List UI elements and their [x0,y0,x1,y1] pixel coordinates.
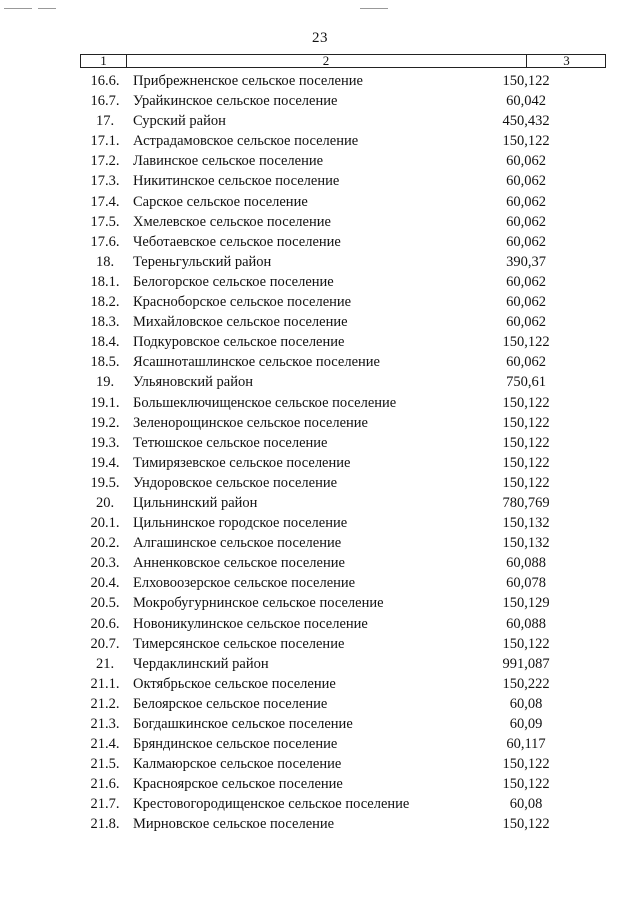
row-name: Астрадамовское сельское поселение [133,133,359,150]
table-row [0,252,640,272]
row-value: 150,122 [502,816,550,833]
row-name: Белогорское сельское поселение [133,273,334,290]
row-value: 150,222 [502,675,550,692]
row-name: Хмелевское сельское поселение [133,213,331,230]
row-name: Октябрьское сельское поселение [133,675,336,692]
row-value: 60,042 [506,93,546,110]
page-number: 23 [312,30,328,46]
row-value: 60,088 [506,555,546,572]
row-name: Тимирязевское сельское поселение [133,454,351,471]
row-value: 150,129 [502,595,550,612]
table-header [80,54,606,68]
row-number: 20.1. [90,515,120,532]
row-value: 150,132 [502,535,550,552]
table-row [0,393,640,413]
table-row [0,774,640,794]
table-row [0,734,640,754]
row-value: 60,08 [509,695,543,712]
row-value: 750,61 [506,374,546,391]
row-number: 20.5. [90,595,120,612]
row-name: Лавинское сельское поселение [133,153,324,170]
row-name: Урайкинское сельское поселение [133,93,338,110]
table-row [0,754,640,774]
table-row [0,352,640,372]
row-name: Цильнинское городское поселение [133,515,348,532]
row-name: Елховоозерское сельское поселение [133,575,356,592]
table-row [0,814,640,834]
table-row [0,111,640,131]
row-value: 150,122 [502,434,550,451]
row-name: Никитинское сельское поселение [133,173,340,190]
row-value: 150,122 [502,756,550,773]
row-value: 780,769 [502,494,550,511]
row-value: 60,09 [509,716,543,732]
row-number: 21.1. [90,675,120,692]
row-name: Красноярское сельское поселение [133,776,343,793]
row-value: 60,062 [506,294,546,311]
row-value: 150,122 [502,73,550,89]
row-value: 150,122 [502,334,550,351]
table-row [0,714,640,734]
table-row [0,171,640,191]
row-value: 60,062 [506,213,546,230]
row-number: 16.7. [90,93,120,110]
row-number: 21.7. [90,796,120,813]
table-row [0,553,640,573]
table-body [0,71,640,835]
row-value: 390,37 [506,253,546,270]
row-name: Чеботаевское сельское поселение [133,233,341,250]
row-name: Ульяновский район [133,374,254,391]
table-row [0,372,640,392]
row-value: 60,062 [506,233,546,250]
table-row [0,513,640,533]
header-col-3: 3 [563,53,570,68]
row-number: 18.4. [90,334,120,351]
header-col-2: 2 [126,55,527,67]
scan-artifact [38,8,56,9]
row-number: 19.1. [90,394,120,411]
row-number: 17.2. [90,153,120,170]
table-row [0,614,640,634]
table-row [0,433,640,453]
row-value: 150,132 [502,515,550,532]
table-row [0,272,640,292]
row-name: Крестовогородищенское сельское поселение [133,796,410,813]
row-name: Чердаклинский район [133,655,269,672]
table-row [0,694,640,714]
row-number: 19.3. [90,434,120,451]
row-number: 21.5. [90,756,120,773]
table-row [0,573,640,593]
table-row [0,453,640,473]
row-name: Ясашноташлинское сельское поселение [133,354,380,371]
row-number: 19. [95,374,115,391]
row-name: Бряндинское сельское поселение [133,736,338,753]
row-name: Сарское сельское поселение [133,193,308,210]
row-value: 60,117 [506,736,546,753]
table-row [0,232,640,252]
row-name: Красноборское сельское поселение [133,294,352,311]
row-name: Алгашинское сельское поселение [133,535,342,552]
row-value: 60,062 [506,173,546,190]
row-name: Мирновское сельское поселение [133,816,335,833]
row-number: 17.4. [90,193,120,210]
row-name: Белоярское сельское поселение [133,695,328,712]
row-number: 16.6. [90,73,120,89]
row-name: Зеленорощинское сельское поселение [133,414,368,431]
row-number: 18.5. [90,354,120,371]
row-name: Новоникулинское сельское поселение [133,615,368,632]
table-row [0,593,640,613]
row-number: 19.4. [90,454,120,471]
row-number: 17.5. [90,213,120,230]
row-name: Тетюшское сельское поселение [133,434,328,451]
row-number: 18. [95,253,115,270]
table-row [0,71,640,91]
table-row [0,131,640,151]
row-name: Прибрежненское сельское поселение [133,73,363,89]
row-value: 991,087 [502,655,550,672]
row-number: 19.5. [90,474,120,491]
row-value: 150,122 [502,635,550,652]
row-name: Калмаюрское сельское поселение [133,756,342,773]
row-number: 17. [95,113,115,130]
row-number: 20.3. [90,555,120,572]
row-value: 60,062 [506,354,546,371]
row-number: 20.2. [90,535,120,552]
row-number: 20.4. [90,575,120,592]
row-name: Большеключищенское сельское поселение [133,394,397,411]
row-number: 20. [95,494,115,511]
row-name: Богдашкинское сельское поселение [133,716,353,732]
row-value: 60,078 [506,575,546,592]
row-value: 60,08 [509,796,543,813]
row-name: Сурский район [133,113,226,130]
row-value: 60,062 [506,273,546,290]
table-row [0,192,640,212]
row-number: 21.6. [90,776,120,793]
row-value: 60,062 [506,193,546,210]
row-number: 18.1. [90,273,120,290]
table-row [0,533,640,553]
row-number: 18.3. [90,314,120,331]
table-row [0,493,640,513]
row-name: Подкуровское сельское поселение [133,334,345,351]
row-number: 21.8. [90,816,120,833]
row-value: 150,122 [502,474,550,491]
table-row [0,794,640,814]
table-row [0,151,640,171]
table-row [0,654,640,674]
row-name: Цильнинский район [133,494,258,511]
table-row [0,212,640,232]
row-value: 150,122 [502,454,550,471]
row-value: 60,088 [506,615,546,632]
row-number: 21.2. [90,695,120,712]
row-value: 150,122 [502,133,550,150]
row-number: 21.4. [90,736,120,753]
row-number: 21. [95,655,115,672]
table-row [0,634,640,654]
row-number: 17.1. [90,133,120,150]
table-row [0,312,640,332]
table-row [0,292,640,312]
row-number: 17.6. [90,233,120,250]
row-name: Анненковское сельское поселение [133,555,345,572]
scan-artifact [4,8,32,9]
row-name: Ундоровское сельское поселение [133,474,338,491]
row-value: 150,122 [502,776,550,793]
row-number: 18.2. [90,294,120,311]
scan-artifact [360,8,388,9]
row-name: Тереньгульский район [133,253,272,270]
table-row [0,332,640,352]
table-row [0,413,640,433]
row-number: 19.2. [90,414,120,431]
row-value: 60,062 [506,153,546,170]
row-name: Тимерсянское сельское поселение [133,635,345,652]
row-number: 21.3. [90,716,120,732]
header-col-1: 1 [81,55,127,67]
row-value: 450,432 [502,113,550,130]
row-number: 20.7. [90,635,120,652]
row-name: Михайловское сельское поселение [133,314,348,331]
row-number: 20.6. [90,615,120,632]
row-number: 17.3. [90,173,120,190]
table-row [0,674,640,694]
table-row [0,91,640,111]
row-value: 150,122 [502,394,550,411]
table-row [0,473,640,493]
row-value: 60,062 [506,314,546,331]
row-value: 150,122 [502,414,550,431]
row-name: Мокробугурнинское сельское поселение [133,595,384,612]
